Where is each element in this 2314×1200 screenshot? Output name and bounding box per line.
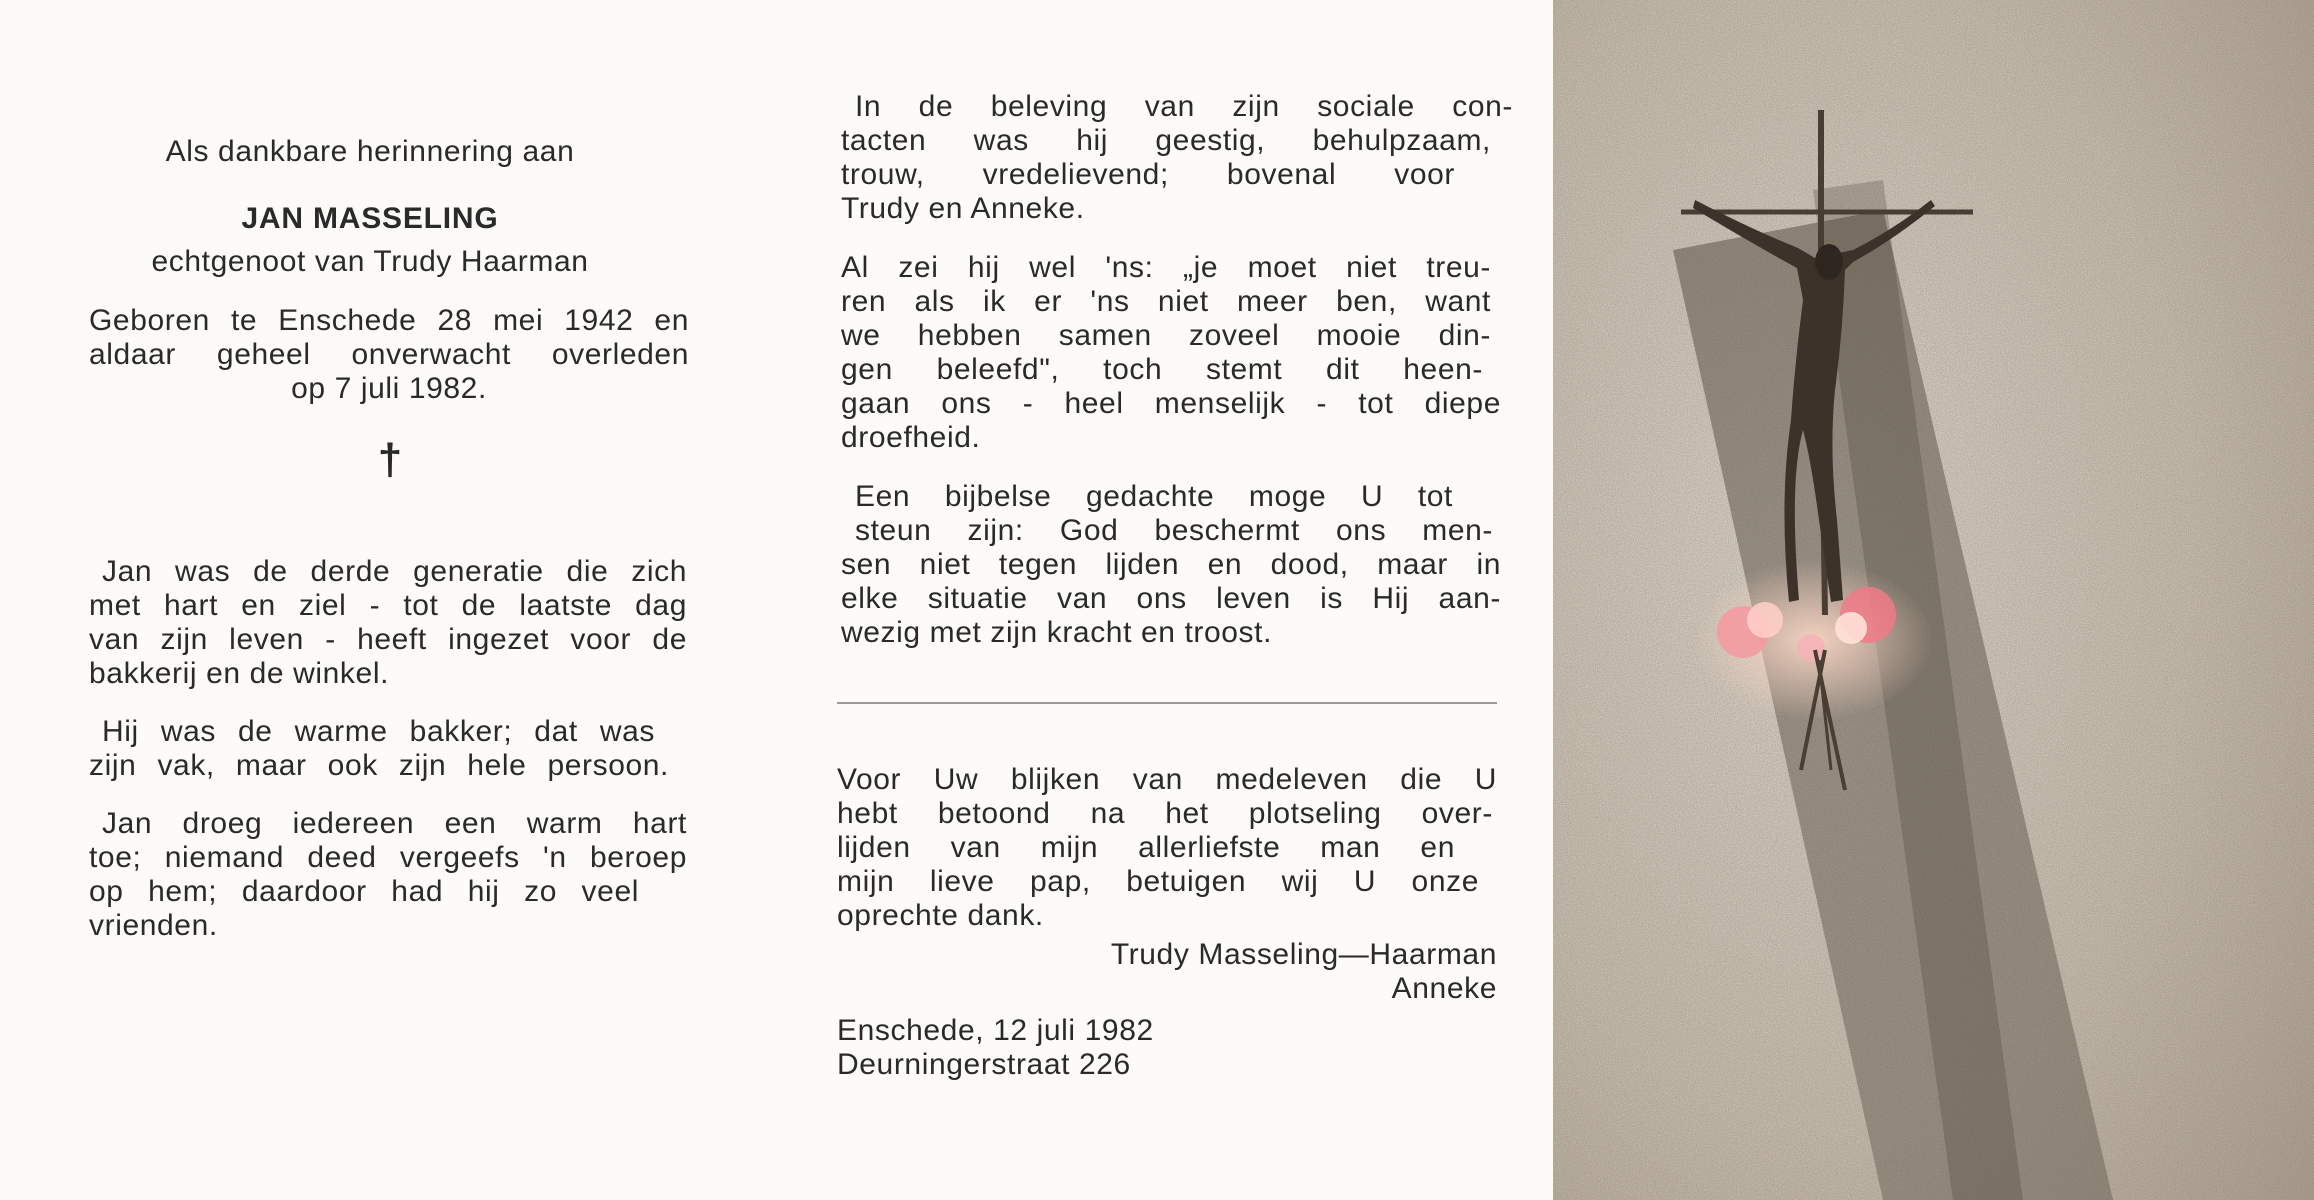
- paragraph-line: gen beleefd", toch stemt dit heen-: [841, 353, 1483, 386]
- paragraph-line: Een bijbelse gedachte moge U tot: [855, 480, 1453, 513]
- paragraph-line: Jan was de derde generatie die zich: [102, 555, 687, 588]
- paragraph-line: zijn vak, maar ook zijn hele persoon.: [89, 749, 669, 782]
- paragraph-line: elke situatie van ons leven is Hij aan-: [841, 582, 1501, 615]
- paragraph-line: bakkerij en de winkel.: [89, 657, 390, 690]
- thanks-line: Voor Uw blijken van medeleven die U: [837, 763, 1497, 796]
- paragraph-line: gaan ons - heel menselijk - tot diepe: [841, 387, 1501, 420]
- paragraph-line: tacten was hij geestig, behulpzaam,: [841, 124, 1491, 157]
- place-date: Enschede, 12 juli 1982: [837, 1014, 1154, 1047]
- crucifix-photo: [1553, 0, 2314, 1200]
- paragraph-line: op hem; daardoor had hij zo veel: [89, 875, 639, 908]
- paragraph-line: ren als ik er 'ns niet meer ben, want: [841, 285, 1491, 318]
- paragraph-line: Jan droeg iedereen een warm hart: [102, 807, 687, 840]
- thanks-line: hebt betoond na het plotseling over-: [837, 797, 1493, 830]
- middle-panel: [775, 0, 1553, 1200]
- paragraph-line: Trudy en Anneke.: [841, 192, 1085, 225]
- paragraph-line: met hart en ziel - tot de laatste dag: [89, 589, 687, 622]
- thanks-line: mijn lieve pap, betuigen wij U onze: [837, 865, 1479, 898]
- spouse-line: echtgenoot van Trudy Haarman: [151, 245, 589, 278]
- paragraph-line: trouw, vredelievend; bovenal voor: [841, 158, 1455, 191]
- cross-symbol: †: [377, 435, 403, 484]
- paragraph-line: steun zijn: God beschermt ons men-: [855, 514, 1493, 547]
- paragraph-line: droefheid.: [841, 421, 981, 454]
- paragraph-line: sen niet tegen lijden en dood, maar in: [841, 548, 1501, 581]
- address: Deurningerstraat 226: [837, 1048, 1131, 1081]
- flower: [1797, 634, 1825, 662]
- birth-line: aldaar geheel onverwacht overleden: [89, 338, 689, 371]
- paragraph-line: toe; niemand deed vergeefs 'n beroep: [89, 841, 687, 874]
- signature-line: Trudy Masseling—Haarman: [1110, 938, 1497, 971]
- deceased-name: JAN MASSELING: [241, 202, 499, 235]
- flower: [1747, 602, 1783, 638]
- paragraph-line: vrienden.: [89, 909, 218, 942]
- divider: [837, 702, 1497, 704]
- paragraph-line: Hij was de warme bakker; dat was: [102, 715, 655, 748]
- left-panel: [0, 0, 775, 1200]
- paragraph-line: Al zei hij wel 'ns: „je moet niet treu-: [841, 251, 1491, 284]
- paragraph-line: In de beleving van zijn sociale con-: [855, 90, 1513, 123]
- corpus-head: [1815, 244, 1843, 280]
- paragraph-line: we hebben samen zoveel mooie din-: [841, 319, 1491, 352]
- thanks-line: lijden van mijn allerliefste man en: [837, 831, 1455, 864]
- signature-line: Anneke: [1391, 972, 1497, 1005]
- paragraph-line: van zijn leven - heeft ingezet voor de: [89, 623, 687, 656]
- flower: [1835, 612, 1867, 644]
- thanks-line: oprechte dank.: [837, 899, 1044, 932]
- crucifix-photo-art: [1553, 0, 2314, 1200]
- intro-line: Als dankbare herinnering aan: [165, 135, 575, 168]
- birth-line: op 7 juli 1982.: [291, 372, 487, 405]
- paragraph-line: wezig met zijn kracht en troost.: [841, 616, 1273, 649]
- birth-line: Geboren te Enschede 28 mei 1942 en: [89, 304, 689, 337]
